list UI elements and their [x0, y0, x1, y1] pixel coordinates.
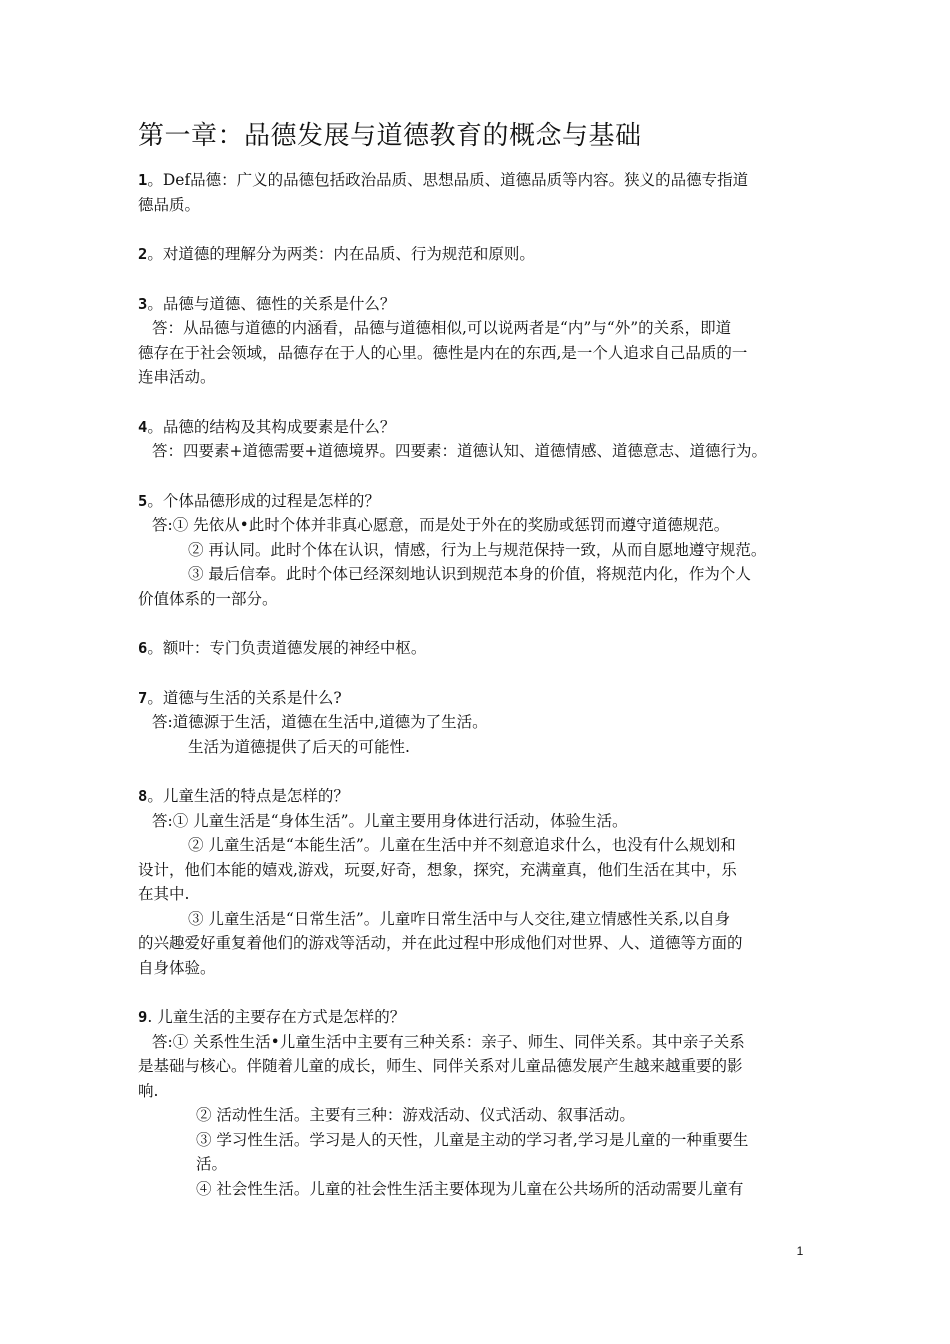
- list-item-7: [138, 686, 818, 760]
- item-text: 。额叶：专门负责道德发展的神经中枢。: [147, 639, 427, 657]
- item-line: [138, 636, 818, 661]
- item-line: 连串活动。: [138, 368, 216, 386]
- item-text: 。个体品德形成的过程是怎样的？: [147, 491, 380, 510]
- answer-line: ③ 最后信奉。此时个体已经深刻地认识到规范本身的价值，将规范内化，作为个人: [188, 565, 751, 583]
- item-line: [138, 168, 818, 193]
- answer-line: 答:① 儿童生活是“身体生活”。儿童主要用身体进行活动，体验生活。: [152, 811, 628, 830]
- item-text: 。对道德的理解分为两类：内在品质、行为规范和原则。: [147, 245, 535, 263]
- answer-line: 答：从品德与道德的内涵看，品德与道德相似,可以说两者是“内”与“外”的关系，即道: [152, 319, 732, 337]
- item-line: 德品质。: [138, 195, 201, 214]
- item-text: 。Def品德：广义的品德包括政治品质、思想品质、道德品质等内容。狭义的品德专指道: [147, 171, 749, 189]
- item-number: 9: [138, 1008, 148, 1026]
- list-item-2: [138, 242, 818, 267]
- item-line: 是基础与核心。伴随着儿童的成长，师生、同伴关系对儿童品德发展产生越来越重要的影: [138, 1057, 743, 1075]
- item-line: 自身体验。: [138, 958, 216, 977]
- item-line: [138, 489, 818, 514]
- item-number: 1: [138, 171, 148, 189]
- item-number: 7: [138, 688, 148, 707]
- list-item-9: [138, 1005, 818, 1201]
- answer-line: ③ 学习性生活。学习是人的天性，儿童是主动的学习者,学习是儿童的一种重要生: [196, 1130, 749, 1149]
- answer-line: ② 活动性生活。主要有三种：游戏活动、仪式活动、叙事活动。: [196, 1106, 635, 1124]
- page-number: 1: [796, 1244, 804, 1258]
- list-item-4: [138, 415, 818, 464]
- item-line: [138, 415, 818, 440]
- item-text: 。品德与道德、德性的关系是什么？: [147, 294, 396, 313]
- answer-line: 答:① 先依从•此时个体并非真心愿意，而是处于外在的奖励或惩罚而遵守道德规范。: [152, 516, 730, 534]
- answer-line: 答:道德源于生活，道德在生活中,道德为了生活。: [152, 713, 488, 731]
- item-line: 的兴趣爱好重复着他们的游戏等活动，并在此过程中形成他们对世界、人、道德等方面的: [138, 934, 743, 952]
- list-item-5: [138, 489, 818, 612]
- item-text: . 儿童生活的主要存在方式是怎样的？: [147, 1008, 406, 1026]
- item-line: [138, 784, 818, 809]
- answer-line: ② 再认同。此时个体在认识，情感，行为上与规范保持一致，从而自愿地遵守规范。: [188, 540, 767, 559]
- answer-line: ④ 社会性生活。儿童的社会性生活主要体现为儿童在公共场所的活动需要儿童有: [196, 1179, 744, 1198]
- item-line: [138, 686, 818, 711]
- item-number: 3: [138, 294, 148, 313]
- list-item-1: [138, 168, 818, 217]
- item-text: 。道德与生活的关系是什么?: [147, 688, 342, 707]
- item-line: 在其中.: [138, 885, 190, 903]
- answer-line: 答:① 关系性生活•儿童生活中主要有三种关系：亲子、师生、同伴关系。其中亲子关系: [152, 1032, 745, 1051]
- item-line: 价值体系的一部分。: [138, 589, 278, 608]
- answer-line: 活。: [196, 1155, 228, 1173]
- answer-line: 答：四要素+道德需要+道德境界。四要素：道德认知、道德情感、道德意志、道德行为。: [152, 442, 767, 460]
- item-number: 4: [138, 417, 148, 436]
- answer-line: 生活为道德提供了后天的可能性.: [188, 737, 410, 756]
- item-line: [138, 292, 818, 317]
- item-number: 2: [138, 245, 148, 263]
- item-number: 5: [138, 491, 148, 510]
- chapter-title: 第一章：品德发展与道德教育的概念与基础: [138, 121, 642, 151]
- answer-line: ② 儿童生活是“本能生活”。儿童在生活中并不刻意追求什么，也没有什么规划和: [188, 836, 736, 854]
- list-item-3: [138, 292, 818, 390]
- list-item-8: [138, 784, 818, 980]
- list-item-6: [138, 636, 818, 661]
- item-number: 8: [138, 787, 148, 805]
- answer-line: ③ 儿童生活是“日常生活”。儿童咋日常生活中与人交往,建立情感性关系,以自身: [188, 909, 731, 928]
- item-number: 6: [138, 639, 148, 657]
- item-line: 德存在于社会领域，品德存在于人的心里。德性是内在的东西,是一个人追求自己品质的一: [138, 343, 748, 362]
- item-line: 设计，他们本能的嬉戏,游戏，玩耍,好奇，想象，探究，充满童真，他们生活在其中，乐: [138, 860, 737, 879]
- item-line: [138, 242, 818, 267]
- item-text: 。儿童生活的特点是怎样的？: [147, 787, 349, 805]
- item-line: [138, 1005, 818, 1030]
- item-text: 。品德的结构及其构成要素是什么？: [147, 417, 396, 436]
- document-page: [138, 118, 818, 1226]
- item-line: 响.: [138, 1081, 159, 1100]
